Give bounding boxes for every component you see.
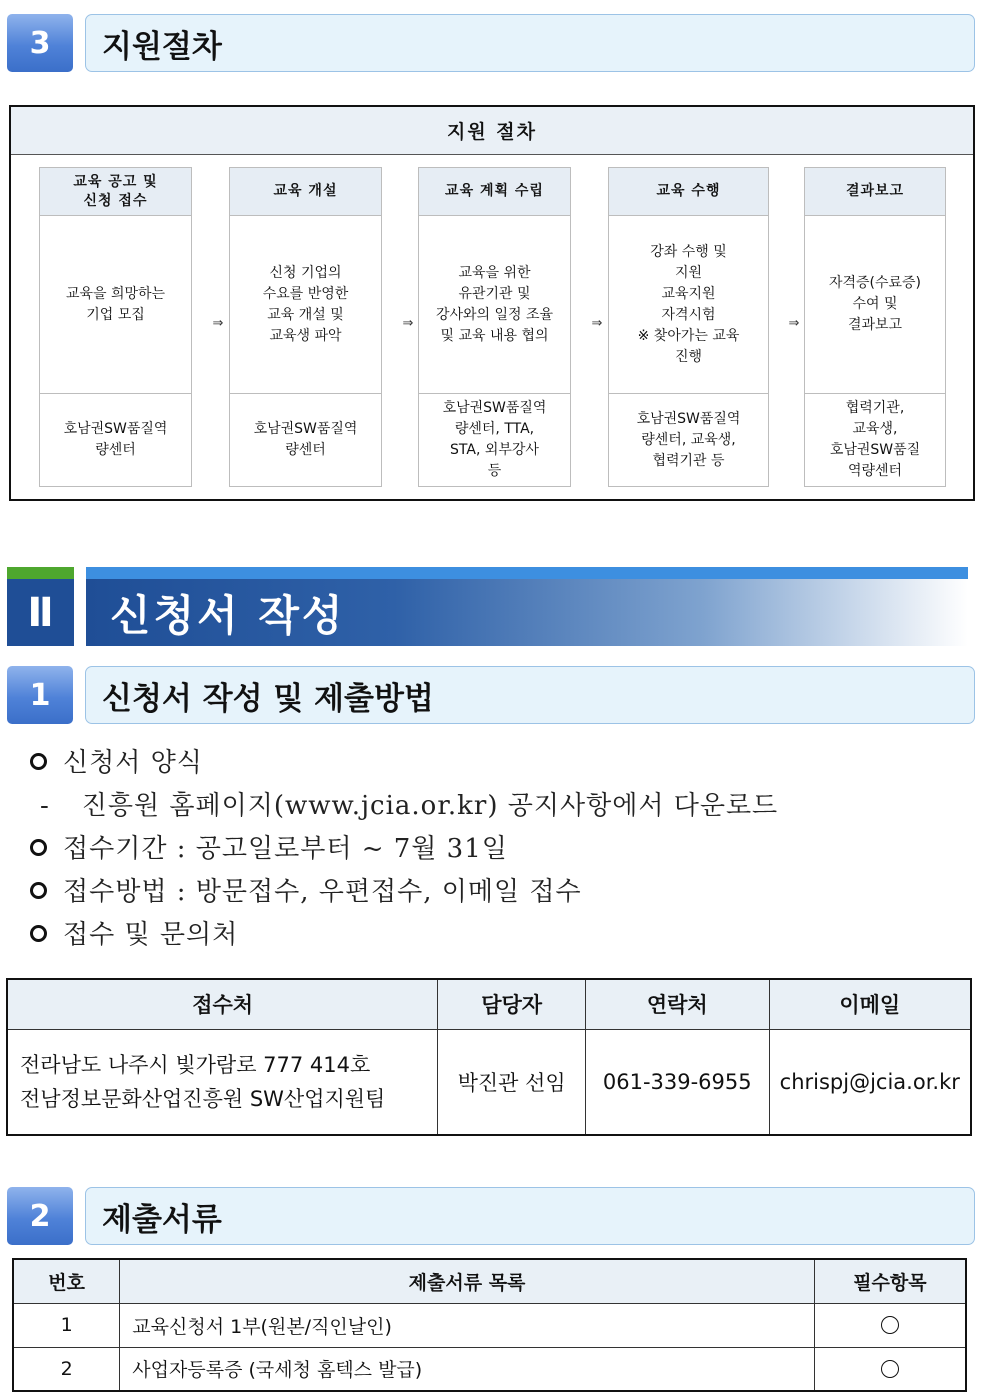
step-announcement	[39, 167, 192, 487]
step-description: 교육을 희망하는 기업 모집	[40, 216, 191, 394]
step-report	[804, 167, 946, 487]
dash-icon: -	[40, 791, 50, 821]
table-row	[7, 1029, 971, 1135]
section-title: 지원절차	[85, 14, 975, 72]
arrow-icon: ⇒	[788, 316, 800, 331]
column-header: 접수처	[7, 979, 438, 1029]
circle-bullet-icon	[30, 839, 47, 856]
circle-bullet-icon	[30, 925, 47, 942]
required-mark	[814, 1303, 966, 1347]
step-description: 신청 기업의 수요를 반영한 교육 개설 및 교육생 파악	[230, 216, 381, 394]
step-owner: 호남권SW품질역 량센터, 교육생, 협력기관 등	[636, 410, 741, 469]
bullet-text: 접수기간 : 공고일로부터 ~ 7월 31일	[63, 834, 508, 864]
bullet-text: 진흥원 홈페이지(www.jcia.or.kr) 공지사항에서 다운로드	[81, 791, 779, 821]
column-header: 필수항목	[814, 1259, 966, 1303]
step-opening	[229, 167, 382, 487]
step-description: 교육을 위한 유관기관 및 강사와의 일정 조율 및 교육 내용 협의	[419, 216, 570, 394]
step-planning	[418, 167, 571, 487]
required-mark	[814, 1347, 966, 1391]
address-line: 전라남도 나주시 빛가람로 777 414호	[20, 1052, 371, 1077]
step-execution	[608, 167, 769, 487]
chapter-accent-bar	[86, 567, 968, 579]
bullet-text: 접수방법 : 방문접수, 우편접수, 이메일 접수	[63, 877, 582, 907]
section-1-header	[7, 666, 975, 724]
step-title: 교육 공고 및 신청 접수	[40, 168, 191, 216]
table-row	[13, 1303, 966, 1347]
contact-person: 박진관 선임	[438, 1029, 586, 1135]
row-number: 1	[13, 1303, 120, 1347]
circle-mark-icon	[881, 1316, 899, 1334]
circle-bullet-icon	[30, 753, 47, 770]
chapter-title: 신청서 작성	[86, 579, 968, 646]
column-header: 번호	[13, 1259, 120, 1303]
step-owner: 호남권SW품질역 량센터, TTA, STA, 외부강사 등	[442, 400, 547, 479]
bullet-form	[30, 742, 203, 779]
section-3-header	[7, 14, 975, 72]
step-description: 강좌 수행 및 지원 교육지원 자격시험 ※ 찾아가는 교육 진행	[609, 216, 768, 394]
documents-table	[12, 1258, 967, 1392]
procedure-header: 지원 절차	[11, 107, 973, 155]
chapter-accent-bar	[7, 567, 74, 579]
email-address[interactable]: chrispj@jcia.or.kr	[769, 1029, 971, 1135]
circle-bullet-icon	[30, 882, 47, 899]
step-owner: 호남권SW품질역 량센터	[253, 421, 358, 458]
document-name: 사업자등록증 (국세청 홈텍스 발급)	[120, 1347, 815, 1391]
bullet-method	[30, 871, 582, 908]
document-name: 교육신청서 1부(원본/직인날인)	[120, 1303, 815, 1347]
table-row	[13, 1347, 966, 1391]
step-description: 자격증(수료증) 수여 및 결과보고	[805, 216, 945, 394]
row-number: 2	[13, 1347, 120, 1391]
section-title: 제출서류	[85, 1187, 975, 1245]
arrow-icon: ⇒	[402, 316, 414, 331]
table-header-row	[7, 979, 971, 1029]
section-number: 1	[7, 666, 73, 724]
step-title: 교육 개설	[230, 168, 381, 216]
step-title: 결과보고	[805, 168, 945, 216]
section-number: 2	[7, 1187, 73, 1245]
arrow-icon: ⇒	[591, 316, 603, 331]
arrow-icon: ⇒	[212, 316, 224, 331]
column-header: 연락처	[585, 979, 769, 1029]
phone-number: 061-339-6955	[585, 1029, 769, 1135]
chapter-number: Ⅱ	[7, 579, 74, 646]
bullet-text: 신청서 양식	[63, 748, 203, 778]
bullet-text: 접수 및 문의처	[63, 920, 239, 950]
column-header: 제출서류 목록	[120, 1259, 815, 1303]
bullet-period	[30, 828, 508, 865]
column-header: 이메일	[769, 979, 971, 1029]
bullet-inquiry	[30, 914, 238, 951]
step-title: 교육 계획 수립	[419, 168, 570, 216]
table-header-row	[13, 1259, 966, 1303]
section-title: 신청서 작성 및 제출방법	[85, 666, 975, 724]
step-title: 교육 수행	[609, 168, 768, 216]
step-owner: 호남권SW품질역 량센터	[63, 421, 168, 458]
section-number: 3	[7, 14, 73, 72]
step-owner: 협력기관, 교육생, 호남권SW품질 역량센터	[829, 400, 921, 479]
column-header: 담당자	[438, 979, 586, 1029]
sub-item-download	[40, 785, 778, 822]
section-2-header	[7, 1187, 975, 1245]
office-name: 전남정보문화산업진흥원 SW산업지원팀	[20, 1086, 386, 1111]
contact-table	[6, 978, 972, 1136]
circle-mark-icon	[881, 1360, 899, 1378]
address-cell	[7, 1029, 438, 1135]
